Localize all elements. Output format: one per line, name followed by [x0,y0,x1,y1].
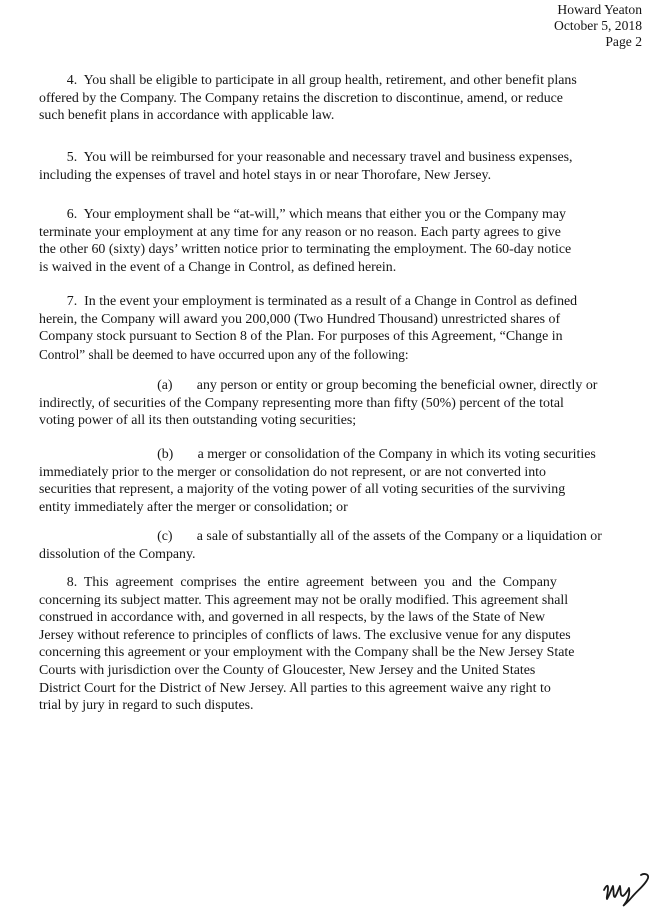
text-line: such benefit plans in accordance with applicable law. [39,108,335,124]
text-line: (a) any person or entity or group becoming the beneficial owner, directly or [39,378,598,393]
text-line: (b) a merger or consolidation of the Company in which its voting securities [39,447,596,462]
text-line: Company stock pursuant to Section 8 of the Plan. For purposes of this Agreement, “Change in [39,329,563,345]
handwritten-initials-icon [602,872,652,908]
paragraph-8 [39,574,617,715]
text-line: is waived in the event of a Change in Control, as defined herein. [39,259,397,275]
text-line: 7. In the event your employment is terminated as a result of a Change in Control as defined [39,294,578,309]
text-line: immediately prior to the merger or consolidation do not represent, or are not converted into [39,464,546,480]
text-line: offered by the Company. The Company retains the discretion to discontinue, amend, or reduce [39,90,563,106]
text-line: Jersey without reference to principles of conflicts of laws. The exclusive venue for any disputes [39,627,571,643]
paragraph-4 [39,72,617,125]
clause-7c [39,528,617,563]
text-line: concerning its subject matter. This agreement may not be orally modified. This agreement shall [39,592,569,608]
paragraph-6 [39,206,617,276]
clause-7b [39,446,617,516]
text-line: Control” shall be deemed to have occurred upon any of the following: [39,346,409,362]
text-line: (c) a sale of substantially all of the assets of the Company or a liquidation or [39,529,602,544]
text-line: 5. You will be reimbursed for your reasonable and necessary travel and business expenses, [39,150,573,165]
text-line: securities that represent, a majority of the voting power of all voting securities of the surviving [39,482,566,498]
paragraph-7 [39,293,617,363]
text-line: dissolution of the Company. [39,546,196,562]
clause-7a [39,377,617,430]
text-line: construed in accordance with, and governed in all respects, by the laws of the State of New [39,610,546,626]
text-line: concerning this agreement or your employment with the Company shall be the New Jersey State [39,645,575,661]
text-line: voting power of all its then outstanding voting securities; [39,413,357,429]
text-line: 8. This agreement comprises the entire agreement between you and the Company [39,575,557,590]
page-header [554,2,642,50]
text-line: entity immediately after the merger or consolidation; or [39,499,348,515]
text-line: the other 60 (sixty) days’ written notice prior to terminating the employment. The 60-day notice [39,242,572,258]
text-line: trial by jury in regard to such disputes. [39,698,254,714]
text-line: Courts with jurisdiction over the County of Gloucester, New Jersey and the United States [39,662,536,678]
text-line: terminate your employment at any time for any reason or no reason. Each party agrees to give [39,224,561,240]
text-line: 4. You shall be eligible to participate in all group health, retirement, and other benefit plans [39,73,577,88]
text-line: District Court for the District of New Jersey. All parties to this agreement waive any right to [39,680,551,696]
text-line: 6. Your employment shall be “at-will,” which means that either you or the Company may [39,207,566,222]
text-line: indirectly, of securities of the Company representing more than fifty (50%) percent of the total [39,395,564,411]
recipient-name: Howard Yeaton [557,2,642,17]
paragraph-5 [39,149,617,184]
text-line: herein, the Company will award you 200,000 (Two Hundred Thousand) unrestricted shares of [39,311,561,327]
page-number: Page 2 [605,34,642,49]
letter-date: October 5, 2018 [554,18,642,33]
text-line: including the expenses of travel and hotel stays in or near Thorofare, New Jersey. [39,167,492,183]
